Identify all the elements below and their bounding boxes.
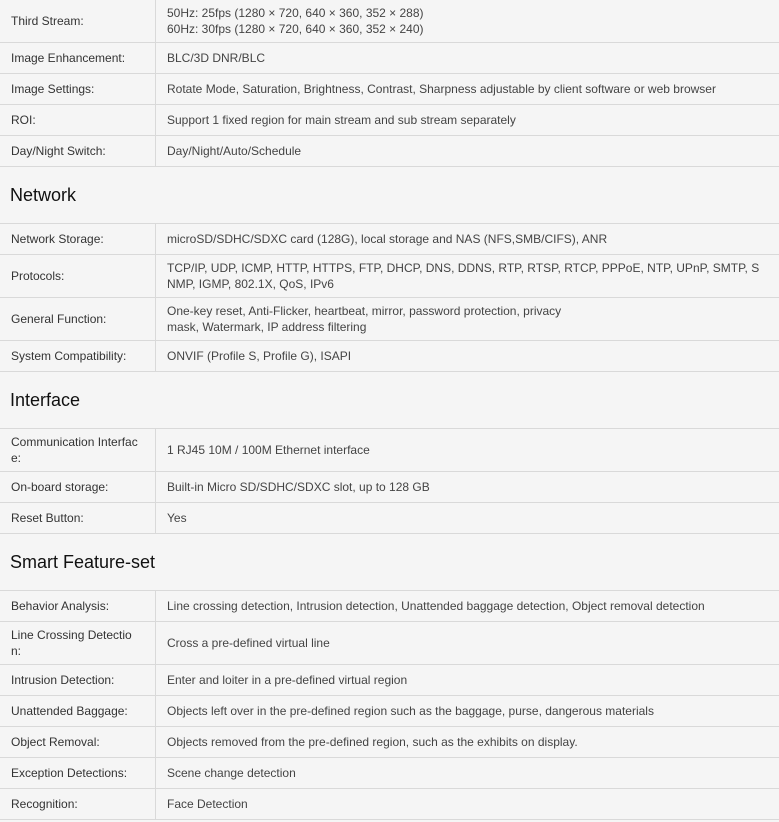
spec-row-onboard-storage — [0, 472, 779, 503]
spec-value-line: Day/Night/Auto/Schedule — [167, 144, 302, 158]
spec-value-line: Objects removed from the pre-defined region, such as the exhibits on display. — [167, 735, 578, 749]
spec-row-image-enhancement — [0, 43, 779, 74]
spec-label: Reset Button: — [11, 511, 84, 525]
spec-label: Network Storage: — [11, 232, 104, 246]
spec-row-third-stream — [0, 0, 779, 43]
spec-value-line: 60Hz: 30fps (1280 × 720, 640 × 360, 352 × 240) — [167, 22, 424, 36]
spec-value — [155, 255, 779, 297]
spec-row-line-crossing-detection — [0, 622, 779, 665]
spec-value-line: Yes — [167, 511, 187, 525]
spec-label-line: n: — [11, 644, 22, 658]
spec-value-line: 50Hz: 25fps (1280 × 720, 640 × 360, 352 × 288) — [167, 6, 424, 20]
spec-value-line: Cross a pre-defined virtual line — [167, 636, 330, 650]
spec-row-recognition — [0, 789, 779, 820]
spec-value — [155, 665, 779, 695]
spec-row-communication-interface — [0, 429, 779, 472]
spec-label: Recognition: — [11, 797, 78, 811]
spec-value-line: Enter and loiter in a pre-defined virtual region — [167, 673, 408, 687]
spec-label: Object Removal: — [11, 735, 100, 749]
spec-label: Third Stream: — [11, 14, 84, 28]
spec-value — [155, 224, 779, 254]
spec-value-line: Rotate Mode, Saturation, Brightness, Contrast, Sharpness adjustable by client software or web browser — [167, 82, 716, 96]
spec-row-roi — [0, 105, 779, 136]
spec-row-behavior-analysis — [0, 591, 779, 622]
spec-value-line: ONVIF (Profile S, Profile G), ISAPI — [167, 349, 352, 363]
spec-label — [0, 434, 155, 466]
spec-label-line: Line Crossing Detectio — [11, 628, 132, 642]
spec-label: Day/Night Switch: — [11, 144, 106, 158]
spec-row-image-settings — [0, 74, 779, 105]
spec-row-network-storage — [0, 224, 779, 255]
spec-value — [155, 0, 779, 42]
spec-row-exception-detections — [0, 758, 779, 789]
spec-value-line: NMP, IGMP, 802.1X, QoS, IPv6 — [167, 277, 334, 291]
spec-value-line: Support 1 fixed region for main stream and sub stream separately — [167, 113, 516, 127]
spec-label-line: e: — [11, 451, 22, 465]
spec-label: ROI: — [11, 113, 36, 127]
spec-value — [155, 503, 779, 533]
spec-value — [155, 429, 779, 471]
spec-row-day-night-switch — [0, 136, 779, 167]
spec-row-unattended-baggage — [0, 696, 779, 727]
spec-value-line: Built-in Micro SD/SDHC/SDXC slot, up to 128 GB — [167, 480, 430, 494]
spec-label: Intrusion Detection: — [11, 673, 115, 687]
spec-row-intrusion-detection — [0, 665, 779, 696]
spec-label: Behavior Analysis: — [11, 599, 110, 613]
spec-row-system-compatibility — [0, 341, 779, 372]
section-title-network: Network — [10, 184, 77, 205]
section-title-interface: Interface — [10, 389, 81, 410]
spec-value-line: 1 RJ45 10M / 100M Ethernet interface — [167, 443, 370, 457]
spec-value — [155, 696, 779, 726]
spec-label — [0, 627, 155, 659]
spec-value-line: One-key reset, Anti-Flicker, heartbeat, mirror, password protection, privacy — [167, 304, 562, 318]
spec-label: System Compatibility: — [11, 349, 127, 363]
spec-value — [155, 758, 779, 788]
spec-value — [155, 105, 779, 135]
spec-label: Protocols: — [11, 269, 65, 283]
spec-value-line: Line crossing detection, Intrusion detection, Unattended baggage detection, Object removal detection — [167, 599, 705, 613]
interface-spec-table — [0, 428, 779, 534]
spec-value — [155, 727, 779, 757]
spec-value-line: mask, Watermark, IP address filtering — [167, 320, 367, 334]
spec-value-line: Face Detection — [167, 797, 248, 811]
smart-spec-table — [0, 590, 779, 820]
spec-row-protocols — [0, 255, 779, 298]
spec-value — [155, 136, 779, 166]
spec-value — [155, 43, 779, 73]
spec-row-reset-button — [0, 503, 779, 534]
spec-value — [155, 74, 779, 104]
spec-value-line: Scene change detection — [167, 766, 296, 780]
section-title-smart-feature-set: Smart Feature-set — [10, 551, 156, 572]
spec-row-object-removal — [0, 727, 779, 758]
spec-value — [155, 789, 779, 819]
spec-value — [155, 472, 779, 502]
spec-label: General Function: — [11, 312, 107, 326]
spec-value-line: Objects left over in the pre-defined region such as the baggage, purse, dangerous materials — [167, 704, 654, 718]
spec-label: Image Enhancement: — [11, 51, 126, 65]
spec-value-line: TCP/IP, UDP, ICMP, HTTP, HTTPS, FTP, DHCP, DNS, DDNS, RTP, RTSP, RTCP, PPPoE, NTP, UPnP, SMTP, S — [167, 261, 760, 275]
spec-value — [155, 622, 779, 664]
spec-label-line: Communication Interfac — [11, 435, 138, 449]
spec-label: Image Settings: — [11, 82, 95, 96]
spec-row-general-function — [0, 298, 779, 341]
spec-label: Exception Detections: — [11, 766, 128, 780]
network-spec-table — [0, 223, 779, 372]
spec-label: Unattended Baggage: — [11, 704, 128, 718]
video-spec-table — [0, 0, 779, 167]
spec-value — [155, 341, 779, 371]
spec-value-line: microSD/SDHC/SDXC card (128G), local storage and NAS (NFS,SMB/CIFS), ANR — [167, 232, 608, 246]
spec-value — [155, 591, 779, 621]
spec-label: On-board storage: — [11, 480, 109, 494]
spec-value — [155, 298, 779, 340]
spec-value-line: BLC/3D DNR/BLC — [167, 51, 266, 65]
